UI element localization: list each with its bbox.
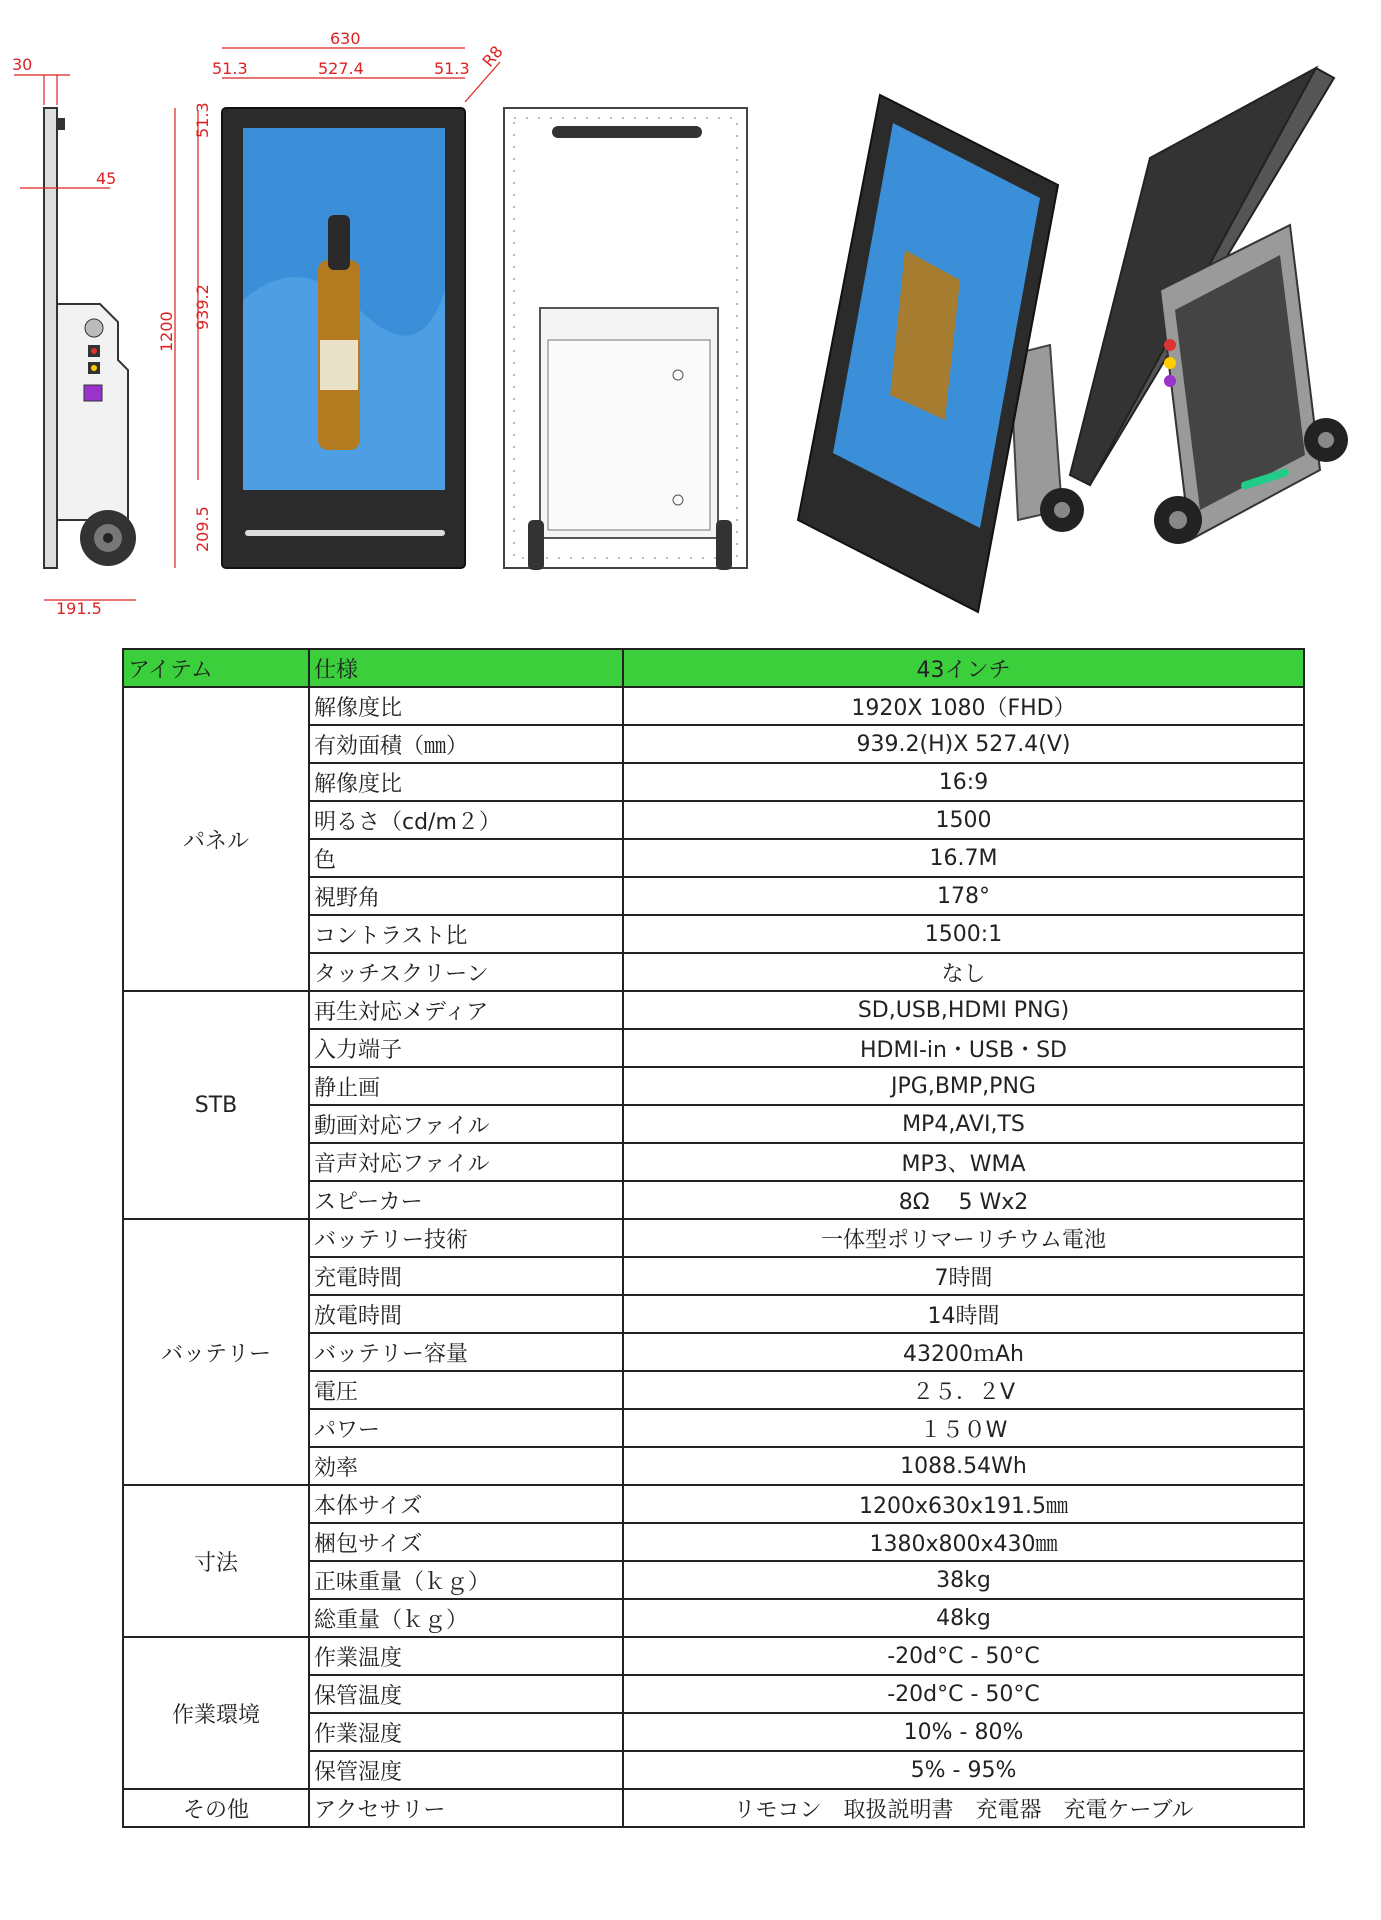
group-label: 寸法 xyxy=(123,1485,309,1637)
spec-value: 1500:1 xyxy=(623,915,1304,953)
spec-value: -20d°C - 50°C xyxy=(623,1675,1304,1713)
spec-item: 充電時間 xyxy=(309,1257,623,1295)
dim-51-3-vertical: 51.3 xyxy=(193,102,212,138)
spec-item: 解像度比 xyxy=(309,687,623,725)
spec-value: 一体型ポリマーリチウム電池 xyxy=(623,1219,1304,1257)
side-view-drawing xyxy=(12,55,136,618)
spec-value: 48kg xyxy=(623,1599,1304,1637)
spec-value: 178° xyxy=(623,877,1304,915)
spec-value: 1200x630x191.5㎜ xyxy=(623,1485,1304,1523)
spec-value: なし xyxy=(623,953,1304,991)
perspective-back-drawing xyxy=(1070,68,1348,544)
spec-item: 本体サイズ xyxy=(309,1485,623,1523)
spec-value: 939.2(H)X 527.4(V) xyxy=(623,725,1304,763)
spec-value: 14時間 xyxy=(623,1295,1304,1333)
spec-item: 電圧 xyxy=(309,1371,623,1409)
spec-value: 7時間 xyxy=(623,1257,1304,1295)
spec-value: 38kg xyxy=(623,1561,1304,1599)
table-row xyxy=(123,1485,1304,1523)
spec-item: 静止画 xyxy=(309,1067,623,1105)
spec-value: -20d°C - 50°C xyxy=(623,1637,1304,1675)
spec-value: MP3、WMA xyxy=(623,1143,1304,1181)
spec-item: 保管温度 xyxy=(309,1675,623,1713)
spec-value: 1380x800x430㎜ xyxy=(623,1523,1304,1561)
spec-item: 視野角 xyxy=(309,877,623,915)
back-view-drawing xyxy=(504,108,747,570)
spec-value: 16.7M xyxy=(623,839,1304,877)
spec-item: 再生対応メディア xyxy=(309,991,623,1029)
spec-item: アクセサリー xyxy=(309,1789,623,1827)
dim-630: 630 xyxy=(330,29,361,48)
spec-value: 5% - 95% xyxy=(623,1751,1304,1789)
spec-item: 明るさ（cd/m２） xyxy=(309,801,623,839)
group-label: その他 xyxy=(123,1789,309,1827)
product-drawings xyxy=(0,0,1381,630)
group-label: STB xyxy=(123,991,309,1219)
spec-value: 43200ｍAh xyxy=(623,1333,1304,1371)
spec-item: 解像度比 xyxy=(309,763,623,801)
spec-item: 入力端子 xyxy=(309,1029,623,1067)
dim-209-5: 209.5 xyxy=(193,506,212,552)
table-row xyxy=(123,1789,1304,1827)
perspective-front-drawing xyxy=(798,95,1084,612)
spec-item: 梱包サイズ xyxy=(309,1523,623,1561)
header-item: アイテム xyxy=(123,649,309,687)
dim-527-4: 527.4 xyxy=(318,59,364,78)
spec-value: 1088.54Wh xyxy=(623,1447,1304,1485)
spec-value: 1500 xyxy=(623,801,1304,839)
spec-item: 音声対応ファイル xyxy=(309,1143,623,1181)
table-row xyxy=(123,1219,1304,1257)
spec-item: 作業温度 xyxy=(309,1637,623,1675)
spec-value: リモコン 取扱説明書 充電器 充電ケーブル xyxy=(623,1789,1304,1827)
spec-item: タッチスクリーン xyxy=(309,953,623,991)
spec-value: 8Ω 5 Wx2 xyxy=(623,1181,1304,1219)
spec-value: 16:9 xyxy=(623,763,1304,801)
dim-191-5: 191.5 xyxy=(56,599,102,618)
table-header-row xyxy=(123,649,1304,687)
spec-item: 効率 xyxy=(309,1447,623,1485)
spec-item: 保管湿度 xyxy=(309,1751,623,1789)
group-label: 作業環境 xyxy=(123,1637,309,1789)
spec-item: 動画対応ファイル xyxy=(309,1105,623,1143)
spec-value: １５０W xyxy=(623,1409,1304,1447)
spec-item: 有効面積（㎜） xyxy=(309,725,623,763)
dim-51-3-left: 51.3 xyxy=(212,59,248,78)
header-spec: 仕様 xyxy=(309,649,623,687)
spec-value: JPG,BMP,PNG xyxy=(623,1067,1304,1105)
dim-30: 30 xyxy=(12,55,33,74)
spec-value: HDMI-in・USB・SD xyxy=(623,1029,1304,1067)
group-label: パネル xyxy=(123,687,309,991)
spec-item: 正味重量（ｋｇ） xyxy=(309,1561,623,1599)
dim-45: 45 xyxy=(96,169,117,188)
dim-939-2: 939.2 xyxy=(193,284,212,330)
spec-item: 色 xyxy=(309,839,623,877)
spec-value: MP4,AVI,TS xyxy=(623,1105,1304,1143)
header-value: 43インチ xyxy=(623,649,1304,687)
spec-item: バッテリー容量 xyxy=(309,1333,623,1371)
spec-value: 1920X 1080（FHD） xyxy=(623,687,1304,725)
group-label: バッテリー xyxy=(123,1219,309,1485)
spec-table xyxy=(122,648,1305,1828)
front-view-drawing xyxy=(157,29,507,568)
dim-1200: 1200 xyxy=(157,311,176,352)
table-row xyxy=(123,991,1304,1029)
spec-item: 総重量（ｋｇ） xyxy=(309,1599,623,1637)
spec-value: ２５．２V xyxy=(623,1371,1304,1409)
spec-item: バッテリー技術 xyxy=(309,1219,623,1257)
dim-51-3-right: 51.3 xyxy=(434,59,470,78)
table-row xyxy=(123,687,1304,725)
spec-item: 放電時間 xyxy=(309,1295,623,1333)
spec-value: SD,USB,HDMI PNG) xyxy=(623,991,1304,1029)
spec-value: 10% - 80% xyxy=(623,1713,1304,1751)
dim-r8: R8 xyxy=(478,42,507,71)
table-row xyxy=(123,1637,1304,1675)
spec-item: スピーカー xyxy=(309,1181,623,1219)
spec-item: 作業湿度 xyxy=(309,1713,623,1751)
spec-item: パワー xyxy=(309,1409,623,1447)
spec-item: コントラスト比 xyxy=(309,915,623,953)
